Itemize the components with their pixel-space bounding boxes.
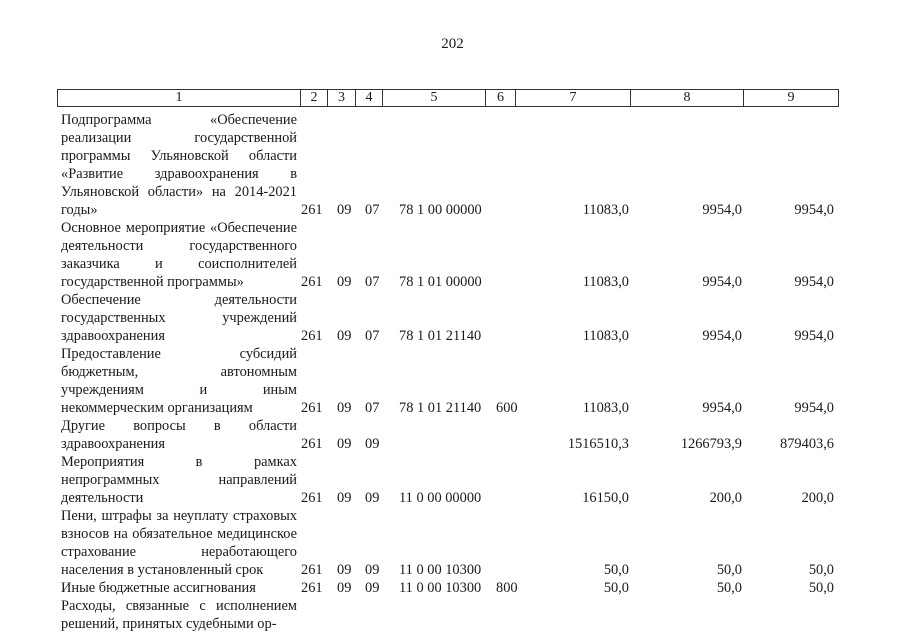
cell-section: 09 <box>337 490 352 506</box>
cell-section: 09 <box>337 580 352 596</box>
row-description: Пени, штрафы за неуплату страховых взносов на обязательное медицинское страхование неработающего населения в установленный срок <box>61 508 297 578</box>
table-row <box>57 219 839 291</box>
table-row <box>57 291 839 345</box>
cell-amount-8: 9954,0 <box>702 274 742 290</box>
column-header-3: 3 <box>328 90 356 106</box>
cell-chapter: 261 <box>301 436 323 452</box>
table-row <box>57 417 839 453</box>
cell-amount-9: 9954,0 <box>794 274 834 290</box>
cell-amount-8: 1266793,9 <box>680 436 742 452</box>
cell-amount-8: 9954,0 <box>702 328 742 344</box>
cell-amount-7: 11083,0 <box>582 274 629 290</box>
cell-amount-9: 50,0 <box>808 562 834 578</box>
cell-target-code: 78 1 01 21140 <box>399 400 482 416</box>
column-header-1: 1 <box>58 90 301 106</box>
cell-section: 09 <box>337 400 352 416</box>
row-description: Основное мероприятие «Обеспечение деятельности государственного заказчика и соисполнителей государственной программы» <box>61 220 297 290</box>
table-header <box>57 89 839 107</box>
cell-amount-7: 11083,0 <box>582 328 629 344</box>
cell-target-code: 11 0 00 10300 <box>399 580 482 596</box>
cell-target-code: 78 1 01 00000 <box>399 274 482 290</box>
cell-section: 09 <box>337 436 352 452</box>
row-description: Предоставление субсидий бюджетным, автономным учреждениям и иным некоммерческим организациям <box>61 346 297 416</box>
cell-amount-9: 50,0 <box>808 580 834 596</box>
cell-subsection: 09 <box>365 490 380 506</box>
cell-target-code: 11 0 00 00000 <box>399 490 482 506</box>
cell-amount-8: 200,0 <box>709 490 742 506</box>
table-row <box>57 597 839 633</box>
row-description: Иные бюджетные ассигнования <box>61 580 256 596</box>
cell-amount-7: 50,0 <box>603 562 629 578</box>
cell-amount-7: 11083,0 <box>582 400 629 416</box>
cell-subsection: 07 <box>365 202 380 218</box>
cell-amount-9: 9954,0 <box>794 328 834 344</box>
cell-subsection: 09 <box>365 562 380 578</box>
table-row <box>57 345 839 417</box>
cell-amount-8: 9954,0 <box>702 202 742 218</box>
cell-amount-9: 200,0 <box>801 490 834 506</box>
column-header-7: 7 <box>516 90 631 106</box>
cell-expense-type: 800 <box>496 580 518 596</box>
row-description: Другие вопросы в области здравоохранения <box>61 418 297 452</box>
cell-expense-type: 600 <box>496 400 518 416</box>
cell-subsection: 07 <box>365 274 380 290</box>
cell-amount-9: 879403,6 <box>780 436 834 452</box>
cell-chapter: 261 <box>301 490 323 506</box>
cell-amount-8: 9954,0 <box>702 400 742 416</box>
cell-target-code: 78 1 00 00000 <box>399 202 482 218</box>
row-description: Обеспечение деятельности государственных учреждений здравоохранения <box>61 292 297 344</box>
cell-subsection: 07 <box>365 328 380 344</box>
cell-section: 09 <box>337 202 352 218</box>
cell-chapter: 261 <box>301 580 323 596</box>
cell-amount-9: 9954,0 <box>794 400 834 416</box>
table-row <box>57 507 839 579</box>
cell-subsection: 09 <box>365 580 380 596</box>
table-row <box>57 111 839 219</box>
cell-amount-8: 50,0 <box>716 562 742 578</box>
page-number: 202 <box>441 36 464 52</box>
cell-target-code: 11 0 00 10300 <box>399 562 482 578</box>
column-header-8: 8 <box>631 90 744 106</box>
table-body <box>57 111 839 633</box>
cell-amount-7: 16150,0 <box>582 490 629 506</box>
cell-target-code: 78 1 01 21140 <box>399 328 482 344</box>
cell-amount-7: 1516510,3 <box>567 436 629 452</box>
cell-section: 09 <box>337 328 352 344</box>
row-description: Подпрограмма «Обеспечение реализации государственной программы Ульяновской области «Развитие здравоохранения в Ульяновской области» на 2014-2021 годы» <box>61 112 297 218</box>
column-header-9: 9 <box>787 90 795 105</box>
cell-section: 09 <box>337 562 352 578</box>
cell-amount-7: 11083,0 <box>582 202 629 218</box>
cell-chapter: 261 <box>301 562 323 578</box>
cell-amount-7: 50,0 <box>603 580 629 596</box>
cell-subsection: 09 <box>365 436 380 452</box>
column-header-2: 2 <box>301 90 328 106</box>
cell-chapter: 261 <box>301 202 323 218</box>
cell-chapter: 261 <box>301 400 323 416</box>
cell-amount-8: 50,0 <box>716 580 742 596</box>
cell-subsection: 07 <box>365 400 380 416</box>
table-row <box>57 579 839 597</box>
row-description: Расходы, связанные с исполнением решений, принятых судебными ор- <box>61 598 297 632</box>
row-description: Мероприятия в рамках непрограммных направлений деятельности <box>61 454 297 506</box>
cell-chapter: 261 <box>301 328 323 344</box>
table-row <box>57 453 839 507</box>
cell-section: 09 <box>337 274 352 290</box>
column-header-5: 5 <box>383 90 486 106</box>
cell-chapter: 261 <box>301 274 323 290</box>
column-header-6: 6 <box>486 90 516 106</box>
column-header-4: 4 <box>356 90 383 106</box>
cell-amount-9: 9954,0 <box>794 202 834 218</box>
